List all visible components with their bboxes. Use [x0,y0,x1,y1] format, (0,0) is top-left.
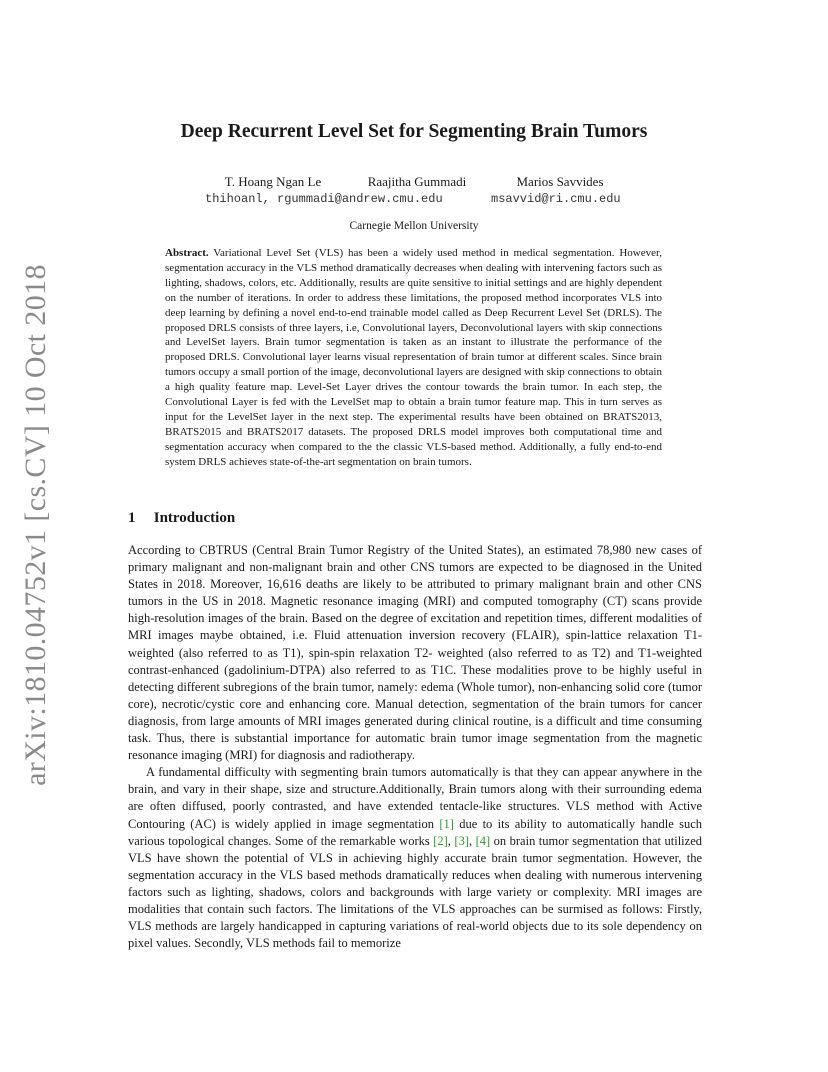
affiliation: Carnegie Mellon University [349,220,479,232]
section-heading [128,510,235,527]
paragraph-text: A fundamental difficulty with segmenting brain tumors automatically is that they can appear anywhere in the brain, and vary in their shape, size and structure.Additionally, Brain tumors along with their surrounding edema are often diffused, poorly contrasted, and have extended tentacle-like structures. VLS method with Active Contouring (AC) is widely applied in image segmentation [128,765,702,831]
citation-link[interactable]: [3] [454,833,469,848]
abstract [165,246,662,470]
author-3 [505,174,615,192]
section-number: 1 [128,510,136,526]
arxiv-stamp [14,264,58,786]
paragraph [128,764,702,952]
paragraph-text: due to its ability to automatically handle such various topological changes. Some of the remarkable works [128,816,702,848]
citation-separator: , [468,833,476,848]
author-2 [362,174,472,192]
arxiv-stamp-text: arXiv:1810.04752v1 [cs.CV] 10 Oct 2018 [19,264,52,786]
author-email-right: msavvid@ri.cmu.edu [491,192,621,206]
body-text [128,542,702,952]
abstract-text: Variational Level Set (VLS) has been a widely used method in medical segmentation. However, segmentation accuracy in the VLS method dramatically decreases when dealing with intervening factors such as lighting, shadows, colors, etc. Additionally, results are quite sensitive to initial settings and are highly dependent on the number of iterations. In order to address these limitations, the proposed method incorporates VLS into deep learning by defining a novel end-to-end trainable model called as Deep Recurrent Level Set (DRLS). The proposed DRLS consists of three layers, i.e, Convolutional layers, Deconvolutional layers with skip connections and LevelSet layers. Brain tumor segmentation is taken as an instant to illustrate the performance of the proposed DRLS. Convolutional layer learns visual representation of brain tumor at different scales. Since brain tumors occupy a small portion of the image, deconvolutional layers are designed with skip connections to obtain a high quality feature map. Level-Set Layer drives the contour towards the brain tumor. In each step, the Convolutional Layer is fed with the LevelSet map to obtain a brain tumor feature map. This in turn serves as input for the LevelSet layer in the next step. The experimental results have been obtained on BRATS2013, BRATS2015 and BRATS2017 datasets. The proposed DRLS model improves both computational time and segmentation accuracy when compared to the the classic VLS-based method. Additionally, a fully end-to-end system DRLS achieves state-of-the-art segmentation on brain tumors. [165,247,662,468]
author-1 [218,174,328,192]
author-name: Raajitha Gummadi [367,174,467,189]
section-title: Introduction [153,510,236,526]
author-emails-left: thihoanl, rgummadi@andrew.cmu.edu [205,192,443,206]
paper-title: Deep Recurrent Level Set for Segmenting Brain Tumors [180,121,648,142]
abstract-label: Abstract. [165,247,209,259]
paragraph-text: on brain tumor segmentation that utilized VLS have shown the potential of VLS in achieving highly accurate brain tumor segmentation. However, the segmentation accuracy in the VLS based methods dramatically reduces when dealing with numerous intervening factors such as lighting, shadows, colors and backgrounds with large variety or complexity. MRI images are modalities that contain such factors. The limitations of the VLS approaches can be surmised as follows: Firstly, VLS methods are largely handicapped in capturing variations of real-world objects due to its sole dependency on pixel values. Secondly, VLS methods fail to memorize [128,833,702,951]
paragraph: According to CBTRUS (Central Brain Tumor Registry of the United States), an estimated 78,980 new cases of primary malignant and non-malignant brain and other CNS tumors are expected to be diagnosed in the United States in 2018. Moreover, 16,616 deaths are likely to be attributed to primary malignant brain and other CNS tumors in the US in 2018. Magnetic resonance imaging (MRI) and computed tomography (CT) scans provide high-resolution images of the brain. Based on the degree of excitation and repetition times, different modalities of MRI images maybe obtained, i.e. Fluid attenuation inversion recovery (FLAIR), spin-lattice relaxation T1-weighted (also referred to as T1), spin-spin relaxation T2- weighted (also referred to as T2) and T1-weighted contrast-enhanced (gadolinium-DTPA) also referred to as T1C. These modalities prove to be highly useful in detecting different subregions of the brain tumor, namely: edema (Whole tumor), non-enhancing solid core (tumor core), necrotic/cystic core and enhancing core. Manual detection, segmentation of the brain tumors for cancer diagnosis, from large amounts of MRI images generated during clinical routine, is a difficult and time consuming task. Thus, there is substantial importance for automatic brain tumor image segmentation from the magnetic resonance imaging (MRI) for diagnosis and radiotherapy. [128,543,702,763]
citation-link[interactable]: [2] [433,833,448,848]
citation-separator: , [447,833,455,848]
author-name: Marios Savvides [516,174,604,189]
citation-link[interactable]: [4] [475,833,491,848]
author-name: T. Hoang Ngan Le [224,174,322,189]
citation-link[interactable]: [1] [439,816,454,831]
